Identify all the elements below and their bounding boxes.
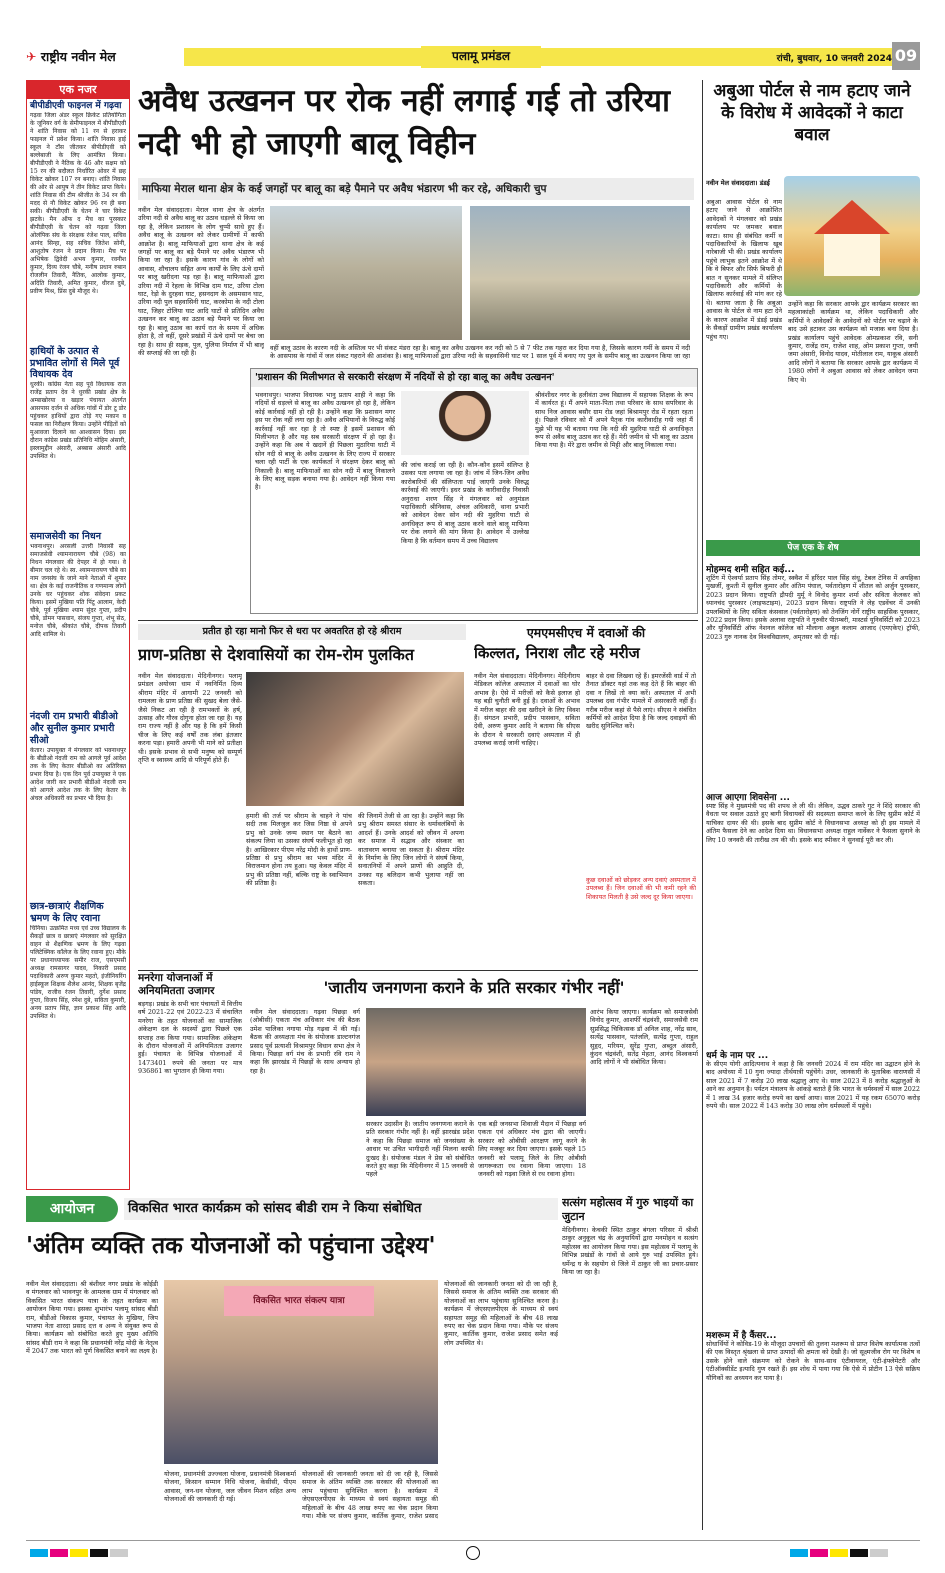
lead-strap: माफिया मेराल थाना क्षेत्र के कई जगहों पर बालू का बड़े पैमाने पर अवैध भंडारण भी कर रहे, अधिकारी चुप: [138, 178, 694, 200]
abua-body-1: अबुआ आवास पोर्टल से नाम हटाए जाने से आक्रोशित आवेदकों ने मंगलवार को प्रखंड कार्यालय पर जमकर बवाल काटा। साथ ही संबंधित कर्मी व पदाधिकारियों के खिलाफ खूब नारेबाजी भी की। प्रखंड कार्यालय पहुंचे लाभुक इतने आक्रोश में थे कि वे बिफर और सिर्फ बिफरी ही बात न सुनकर मामले में संलिप्त पदाधिकारी और कर्मियों के खिलाफ कार्रवाई की मांग कर रहे थे। बताया जाता है कि अबुआ आवास के पोर्टल से नाम हटा देने के कारण आक्रोश में डंडई प्रखंड के सैकड़ों ग्रामीण प्रखंड कार्यालय पहुंच गए।: [706, 198, 782, 341]
mla-portrait-photo: [401, 391, 529, 455]
ek-najar-title: एक नजर: [27, 81, 129, 99]
event-banner: [224, 1286, 374, 1316]
page-ke-shesh-bar: पेज एक के शेष: [706, 540, 920, 556]
lead-body-col1: नवीन मेल संवाददाता। मेराल थाना क्षेत्र के अंतर्गत उरिया नदी से अवैध बालू का उठाव धड़ल्ले से किया जा रहा है, लेकिन प्रशासन के लोग चुप्पी साधे हुए हैं। अवैध बालू के उत्खनन को लेकर ग्रामीणों में काफी आक्रोश है। बालू माफियाओं द्वारा थाना क्षेत्र के कई जगहों पर बालू का बड़े पैमाने पर अवैध भंडारण भी किया जा रहा है। इसके कारण गांव के लोगों को आवास, शौचालय सहित अन्य कार्यों के लिए ऊंचे दामों पर बालू खरीदना पड़ रहा है। बालू माफियाओं द्वारा उरिया नदी में रेहला के विभिन्न दाम घाट, उरिया टोला घाट, रेड़ो के दुरहवा घाट, हसनदाग के असमसान घाट, उरिया नदी पुल सहवासिनी घाट, करकोमा के नदी टोला घाट, जिहर टोलिया घाट आदि घाटों से प्रतिदिन अवैध उत्खनन कर बालू का उठाव बड़े पैमाने पर किया जा रहा है। बालू उठाव का कार्य रात के समय में अधिक होता है, तो वहीं, दूसरे प्रखंडों में ऊंचे दामों पर बेचा जा रहा है। साथ ही सड़क, पुल, पुलिया निर्माण में भी बालू की सप्लाई की जा रही है।: [138, 206, 264, 357]
quote-box: [250, 368, 698, 614]
house-body-icon: [824, 234, 880, 276]
brief-body: चिनिया। उत्क्रमित मध्य एवं उच्च विद्यालय के सैकड़ों छात्र व छात्राएं मंगलवार को सुरक्षित वाहन से शैक्षणिक भ्रमण के लिए गढ़वा पलिटेक्निक कॉलेज के लिए रवाना हुए। मौके पर प्रधानाध्यापक समीर राज, एसएमसी अध्यक्ष रामसागर यादव, निकारी प्रसाद पदाधिकारी अरुण कुमार महतो, इंजीनियरिंग हाईस्कूल शिक्षक शैलेश आनंद, शिक्षक बृजेंद्र पांडेय, राजीव रंजन तिवारी, दुर्गेश प्रसाद गुप्ता, विजय सिंह, रमेश दुबे, सविता कुमारी, अनय प्रताप सिंह, ज्ञान प्रकाश सिंह आदि उपस्थित थे।: [30, 924, 126, 1020]
registration-colorbar-right: [790, 1549, 910, 1559]
quote-body-3: श्रीवंशीधर नगर के हलीवंता उच्च विद्यालय में सहायक शिक्षक के रूप में कार्यरत हूं। मैं अपने माता-पिता तथा परिवार के साथ सपरिवार के साथ निज आवास बसौर ग्राम रोड जहां बिश्रामपुर रोड में रहता रहता हूं। पिछले रविवार को मैं अपने पैतृक गांव कारीवादीह गयी जहां मैं मुझे भी यह भी बताया गया कि नदी की मुहरिया घाटी से अनाधिकृत रूप से अवैध बालू उठाव कर रहे हैं। मेरी जमीन से भी बालू का उठाव किया गया है। मेरे द्वारा जमीन से मिट्टी और बालू निकाला गया।: [535, 391, 693, 450]
shriram-body-3: की जिनामें तेजी से आ रहा है। उन्होंने कहा कि प्रभु श्रीराम समस्त संसार के धर्मावलंबियों के आदर्श हैं। उनके आदर्श को जीवन में अपना कर समाज में सद्भाव और संस्कार का वातावरण बनाया जा सकता है। श्रीराम मंदिर के निर्माण के लिए जिन लोगों ने संघर्ष किया, सनातनियों में अपने प्राणों की आहुति दी, उनका यह बलिदान कभी भुलाया नहीं जा सकता।: [358, 812, 464, 888]
shriram-headline: प्राण-प्रतिष्ठा से देशवासियों का रोम-रोम पुलकित: [138, 645, 414, 664]
mmch-kicker: एमएमसीएच में दवाओं की: [526, 625, 646, 640]
caste-body-4: आरंभ किया जाएगा। कार्यक्रम को समाजसेवी विनोद कुमार, आशर्फी चंद्रवंशी, समाजसेवी राम सुप्रसिद्ध चिकित्सक डॉ अनिल शाह, नरेंद्र साव, सत्येंद्र पासवान, पतंजलि, सत्येंद्र गुप्ता, राहुल सुहृद, मरियम, सुरेंद्र गुप्ता, अब्दुल अंसारी, कुंदन चंद्रवंशी, सतेंद्र मेहता, आनंद विश्वकर्मा आदि लोगों ने भी संबोधित किया।: [590, 1008, 698, 1067]
caste-body-2: सरकार उदासीन है। जातीय जनगणना कराने के प्रति सरकार गंभीर नहीं है। वहीं झारखंड प्रदेश ने कहा कि पिछड़ा समाज को जनसंख्या के आधार पर उचित भागीदारी नहीं मिलना काफी दुःखद है। संयोजक मंडल ने प्रेस को संबोधित करते हुए कहा कि मेदिनीनगर में 15 जनवरी से पहले: [366, 1120, 474, 1179]
shesh-headline: मोहम्मद शमी सहित कई...: [706, 565, 795, 575]
mmch-headline: किल्लत, निराश लौट रहे मरीज: [474, 644, 640, 662]
lead-body-col2: वहीं बालू उठाव के कारण नदी के अस्तित्व पर भी संकट मंडरा रहा है। बालू का अवैध उत्खनन कर नदी को 5 से 7 फीट तक गहरा कर दिया गया है, जिसके कारण गर्मी के समय में नदी के आसपास के गांवों में जल संकट गहराने की आशंका है। बालू माफियाओं द्वारा उरिया नदी के सहवासिनी घाट पर 1 साल पूर्व में बनाए गए पुल के समीप बालू का उत्खनन किया जा रहा: [270, 344, 690, 360]
color-swatch: [790, 1549, 808, 1557]
shesh-body: शूटिंग में ऐश्वर्या प्रताप सिंह तोमर, स्क्वैश में हरिंदर पाल सिंह संधू, टेबल टेनिस में अयहिका मुखर्जी, कुश्ती में सुनील कुमार और अंतिम पंघाल, पर्वतारोहण में शीतल को अर्जुन पुरस्कार, 2023 प्रदान किया। राष्ट्रपति द्रौपदी मुर्मू ने विनोद कुमार शर्मा और सविता केलकर को ध्यानचंद पुरस्कार (लाइफटाइम), 2023 प्रदान किया। राष्ट्रपति ने लेह एडवेंचर में उनकी उपलब्धियों के लिए सविता कंसवाल (पर्वतारोहण) को तेनजिंग नोर्गे राष्ट्रीय साहसिक पुरस्कार, 2022 प्रदान किया। इसके अलावा राष्ट्रपति ने गुरुवीर पीतम्बरी, मास्टर्स यूनिवर्सिटी को 2023 और यूनिवर्सिटी ऑफ नेशनल कॉलेज को मौलाना अबुल कलाम आजाद (एमएकेए) ट्रॉफी, 2023 गुरु नानक देव विश्वविद्यालय, अमृतसर को दी गई।: [706, 574, 920, 641]
mmch-body-1: नवीन मेल संवाददाता। मेदिनीनगर। मेदिनीराय मेडिकल कॉलेज अस्पताल में दवाओं का घोर अभाव है। ऐसे में मरीजों को कैसे इलाज हो यह बड़ी चुनौती बनी हुई है। दवाओं के अभाव में मरीज बाहर की दवा खरीदने के लिए विवश हैं। संगठन प्रभारी, प्रदीप पासवान, सविता देवी, अरुण कुमार आदि ने बताया कि सीएस के दौरान ये सरकारी दवाएं अस्पताल में ही उपलब्ध कराई जानी चाहिए।: [474, 672, 580, 748]
aayojan-caption: योजना, प्रधानमंत्री उज्ज्वला योजना, प्रधानमंत्री विश्वकर्मा योजना, किसान सम्मान निधि योजना, केसीसी, पीएम आवास, जन-धन योजना, जल जीवन मिशन सहित अन्य योजनाओं की जानकारी दी गई।: [164, 1470, 296, 1504]
column-divider: [702, 80, 703, 1530]
section-divider: [138, 620, 698, 621]
quote-title: 'प्रशासन की मिलीभगत से सरकारी संरक्षण में नदियों से हो रहा बालू का अवैध उत्खनन': [251, 369, 697, 387]
shesh-headline: धर्म के नाम पर ...: [706, 1051, 769, 1061]
aayojan-kicker: विकसित भारत कार्यक्रम को सांसद बीडी राम ने किया संबोधित: [124, 1198, 558, 1220]
footer-rule: [26, 1540, 920, 1541]
color-swatch: [830, 1549, 848, 1557]
aayojan-body-3: योजनाओं की जानकारी जनता को दी जा रही है, जिससे समाज के अंतिम व्यक्ति तक सरकार की योजनाओं का लाभ पहुंचाया सुनिश्चित करना है। कार्यक्रम में जेएसएलपीएस के माध्यम से स्वयं सहायता समूह की महिलाओं के बीच 48 लाख रुपए का चेक प्रदान किया गया। मौके पर संजय कुमार, कार्तिक कुमार, राजेश प्रसाद समेत कई लोग उपस्थित थे।: [444, 1280, 558, 1347]
caste-body-1: नवीन मेल संवाददाता। गढ़वा पिछड़ा वर्ग (ओबीसी) एकता मंच अधिकार मंच की बैठक उमेश पालिका नगाया मोड़ गढ़वा में की गई। बैठक की अध्यक्षता मंच के संयोजक डाल्टनगंज प्रसाद पूर्व प्रत्याशी विश्रामपुर विधान सभा क्षेत्र ने किया। पिछड़ा वर्ग मंच के प्रभारी रवि राम ने कहा कि झारखंड में पिछड़ों के साथ अन्याय हो रहा है।: [250, 1008, 360, 1075]
color-swatch: [870, 1549, 888, 1557]
house-illustration: [784, 176, 920, 296]
lead-photo-2: [470, 206, 690, 340]
brief-body: गढ़वा जिला अंडर स्कूल क्रिकेट प्रतियोगिता के जूनियर वर्ग के सेमीफाइनल में बीपीडीएवी ने शांति निवास को 11 रन से हराकर फाइनल में प्रवेश किया। शांति निवास हाई स्कूल ने टॉस जीतकर बीपीडीएवी को बल्लेबाजी के लिए आमंत्रित किया। बीपीडीएवी ने नैतिक के 46 और सक्षम को 15 रन की बदौलत निर्धारित ओवर में छह विकेट खोकर 107 रन बनाए। शांति निवास की ओर से आयुष ने तीन विकेट प्राप्त किये। शांति निवास की टीम श्रीजीत के 34 रन की मदद से नौ विकेट खोकर 96 रन ही बना सकी। बीपीडीएवी के चेतन ने चार विकेट झटके। मैन ऑफ द मैच का पुरस्कार बीपीडीएवी के चेतन को गढ़वा जिला ओलंपिक संघ के संरक्षक रंजेश पाल, सचिव आनंद सिन्हा, सह सचिव जितेश सोनी, आशुतोष रंजन ने प्रदान किया। मैच पर अभिषेक द्विवेदी अभय कुमार, रवनीश कुमार, दिव्य रंजन चौबे, मनीष प्रधान रुबान रोजलीन तिवारी, नैतिक, आलोक कुमार, अदिति तिवारी, अमित कुमार, धीरज दुबे, प्रवीण मिश्र, प्रिंस दुबे मौजूद थे।: [30, 112, 126, 295]
mmch-story: [474, 624, 698, 968]
left-news-column: [26, 80, 130, 1190]
quote-body-2: की जांच कराई जा रही है। कौन-कौन इसमें संलिप्त है उसका पता लगाया जा रहा है। जांच में जिन-जिन अवैध कारोबारियों की संलिप्तता पाई जाएगी उनके विरुद्ध कार्रवाई की जाएगी। इधर प्रखंड के कारीवादीह निवासी अनुराधा शरण सिंह ने मंगलवार को अनुमंडल पदाधिकारी श्रीनिवास, अंचल अधिकारी, थाना प्रभारी को आवेदन देकर सोन नदी की मुहरिया घाटी से अनधिकृत रूप से बालू उठाव करने वाले बालू माफिया पर रोक लगाने की मांग किया है। आवेदन में उल्लेख किया है कि वर्तमान समय में उच्च विद्यालय: [401, 461, 529, 545]
color-swatch: [50, 1549, 68, 1557]
mmch-highlight: कुछ दवाओं को छोड़कर अन्य दवाएं अस्पताल में उपलब्ध हैं। जिन दवाओं की भी कमी रहने की शिकायत मिलती है उसे जल्द दूर किया जाएगा।: [586, 876, 696, 901]
brief-headline: नंदजी राम प्रभारी बीडीओ और सुनील कुमार प्रभारी सीओ: [30, 710, 118, 746]
registration-colorbar-left: [30, 1549, 150, 1559]
page-number: 09: [892, 42, 920, 70]
shriram-body-2: हमारी की तर्ज पर श्रीराम के चाहने ने पांच सदी तक मिलजुल कर जिस निष्ठा से अपने प्रभु को उनके जन्म स्थान पर बैठाने का संकल्प लिया था उसका संघर्ष फलीभूत हो रहा है। आखिरकार पीएम नरेंद्र मोदी के हाथों प्राण-प्रतिष्ठा से प्रभु श्रीराम का भव्य मंदिर में विराजमान होना तय हुआ। यह केवल मंदिर में प्रभु की प्रतिष्ठा नहीं, बल्कि राष्ट्र के स्वाभिमान की प्रतिष्ठा है।: [246, 812, 352, 888]
saint-photo: [246, 672, 464, 806]
aayojan-body-1: नवीन मेल संवाददाता। श्री बंशीधर नगर प्रखंड के कोईडी व मंगलवार को भावनपुर के आमलक ग्राम में मंगलवार को विकसित भारत संकल्प यात्रा के तहत कार्यक्रम का आयोजन किया गया। इसका शुभारंभ पलामू सांसद बीडी राम, बीडीओ विकास कुमार, पंचायत के मुखिया, जिप भाजपा नेता शारदा प्रसाद दत्त व अन्य ने संयुक्त रूप से किया। कार्यक्रम को संबोधित करते हुए मुख्य अतिथि सांसद बीडी राम ने कहा कि प्रधानमंत्री नरेंद्र मोदी के नेतृत्व में 2047 तक भारत को पूर्ण विकसित बनाने का लक्ष्य है।: [26, 1280, 158, 1356]
caste-body-3: एक बड़ी जनसभा शिवाजी मैदान में पिछड़ा वर्ग एकता एवं अधिकार मंच द्वारा की जाएगी। सरकार को ओबीसी आरक्षण लागू करने के लिए मजबूर कर दिया जाएगा। इसके पहले 15 जनवरी को पलामू जिले के लिए ओबीसी जागरूकता रथ रवाना किया जाएगा। 18 जनवरी को गढ़वा जिले से रथ रवाना होगा।: [478, 1120, 586, 1179]
brief-body: धुरकी। कांग्रेस नेता सह पूर्व विधायक राज राजेंद्र प्रताप देव ने धुरकी प्रखंड क्षेत्र के अम्बाखोरया व खड़ार पंचायत अंतर्गत आसपास दर्जन से अधिक गांवों में डोर टू डोर पहुंचकर हाथियों द्वारा तोड़े गए मकान व फसल का निरीक्षण किया। उन्होंने पीड़ितों को मुआवजा दिलाने का आश्वासन दिया। इस दौरान कांग्रेस प्रखंड प्रतिनिधि मोहिम अंसारी, इस्लामुद्दीन अंसारी, अब्बास अंसारी आदि उपस्थित थे।: [30, 380, 126, 460]
color-swatch: [110, 1549, 128, 1557]
event-banner-text: विकसित भारत संकल्प यात्रा: [253, 1296, 345, 1306]
color-swatch: [90, 1549, 108, 1557]
aayojan-tag-label: आयोजन: [49, 1201, 95, 1217]
paper-logo: [26, 48, 186, 68]
abua-headline: अबुआ पोर्टल से नाम हटाए जाने के विरोध में आवेदकों ने काटा बवाल: [713, 81, 911, 145]
shriram-kicker: प्रतीत हो रहा मानो फिर से धरा पर अवतरित हो रहे श्रीराम: [138, 624, 466, 640]
bird-icon: ✈: [26, 49, 37, 64]
caste-headline: 'जातीय जनगणना कराने के प्रति सरकार गंभीर नहीं': [323, 978, 625, 997]
paper-name: राष्ट्रीय नवीन मेल: [40, 49, 116, 64]
abua-byline: नवीन मेल संवाददाता। डंडई: [706, 179, 770, 187]
brief-body: केतार। उपायुक्त ने मंगलवार को भवनाथपुर के बीडीओ नंदजी राम को आगले पूर्व आदेश तक के लिए केतार बीडीओ का अतिरिक्त प्रभार दिया है। एक दिन पूर्व उपायुक्त ने एक आदेश जारी कर प्रभारी बीडीओ नंदजी राम को आगले आदेश तक के लिए केतार के अंचल अधिकारी का प्रभार भी दिया है।: [30, 746, 126, 802]
manrega-body: बड़गड़। प्रखंड के सभी चार पंचायतों में वित्तीय वर्ष 2021-22 एवं 2022-23 में संचालित मनरेगा के तहत योजनाओं का सामाजिक अंकेक्षण दल के सदस्यों द्वारा पिछले एक सप्ताह तक किया गया। सामाजिक अंकेक्षण के दौरान योजनाओं में अनियमितता उजागर हुई। पंचायत के विभिन्न योजनाओं में 1473401 रुपये की जनता पर मात्र 936861 का भुगतान ही किया गया।: [138, 1000, 242, 1076]
satsang-story: [562, 1196, 698, 1526]
shesh-headline: आज आएगा शिवसेना ...: [706, 793, 790, 803]
lead-headline: अवैध उत्खनन पर रोक नहीं लगाई गई तो उरिया नदी भी हो जाएगी बालू विहीन: [138, 83, 671, 162]
aayojan-body-2: योजनाओं की जानकारी जनता को दी जा रही है, जिससे समाज के अंतिम व्यक्ति तक सरकार की योजनाओं का लाभ पहुंचाया सुनिश्चित करना है। कार्यक्रम में जेएसएलपीएस के माध्यम से स्वयं सहायता समूह की महिलाओं के बीच 48 लाख रुपए का चेक प्रदान किया गया। मौके पर संजय कुमार, कार्तिक कुमार, राजेश प्रसाद: [302, 1470, 438, 1520]
satsang-body: मेदिनीनगर। केचकी स्थित ठाकुर बंगला परिसर में श्रीश्री ठाकुर अनुकूल चंद्र के अनुयायियों द्वारा मनमोहन व सत्संग महोत्सव का आयोजन किया गया। इस महोत्सव में पलामू के विभिन्न प्रखंडों के गांवों से आये गुरु भाई उपस्थित हुये। धर्मेन्द्र घ के सहयोग से जिले में ठाकुर जी का प्रचार-प्रसार किया जा रहा है।: [562, 1226, 698, 1277]
brief-headline: बीपीडीएवी फाइनल में गढ़वा: [30, 101, 122, 111]
brief-body: भवनाथपुर। अरसली उत्तरी निवासी सह समाजसेवी श्यामनारायण चौबे (98) का निधन मंगलवार की देपहर में हो गया। वे बीमार चल रहे थे। स्व. श्यामनारायण चौबे का नाम जनसंघ के जाने माने नेताओं में शुमार था। क्षेत्र के कई राजनीतिक व गणमान्य लोगों उनके घर पहुंचकर शोक संवेदना प्रकट किया। इसमें मुखिया पति पिंटू आलाम, केदी चौबे, पूर्व मुखिया श्याम सुंदर गुप्ता, प्रदीप चौबे, डोमन पासवान, संजय गुप्ता, शंभू सेठ, मनोज चौबे, श्रीकांत चौबे, दीपक तिवारी आदि शामिल थे।: [30, 542, 126, 638]
brief-headline: समाजसेवी का निधन: [30, 530, 101, 542]
registration-mark: [466, 1546, 480, 1560]
aayojan-headline: 'अंतिम व्यक्ति तक योजनाओं को पहुंचाना उद्देश्य': [26, 1233, 436, 1259]
color-swatch: [810, 1549, 828, 1557]
shesh-body: के सीएम योगी आदित्यनाथ ने कहा है कि जनवरी 2024 में राम मंदिर का उद्घाटन होने के बाद अयोध्या में 10 गुना ज्यादा तीर्थयात्री पहुंचेंगे। उधर, जानकारी के मुताबिक वाराणसी में साल 2021 में 7 करोड़ 20 लाख श्रद्धालु आए थे। साल 2023 में 8 करोड़ श्रद्धालुओं के आने का अनुमान है। पर्यटन मंत्रालय के आंकड़े बताते हैं कि भारत के धर्मस्थलों में साल 2022 में 1 लाख 34 हजार करोड़ रुपये का खर्चा आया। साल 2021 में यह रकम 65070 करोड़ रुपये थी। साल 2022 में 143 करोड़ 30 लाख लोग धर्मस्थलों में पहुंचे।: [706, 1060, 920, 1111]
mmch-body-2: बाहर से दवा लिखवा रहे हैं। इमरजेंसी वार्ड में तो तैनात डॉक्टर यहां तक कह देते हैं कि बाहर की दवा न लिखें तो क्या करें। अस्पताल में अभी उपलब्ध दवा गंभीर मामले में असरकारी नहीं हैं। गरीब मरीज कहां से पैसे लाएं। सीएस ने संबंधित कर्मियों को आदेश दिया है कि जल्द दवाइयों की खरीद सुनिश्चित करें।: [586, 672, 696, 731]
manrega-headline: मनरेगा योजनाओं में अनियमितता उजागर: [138, 972, 215, 997]
meeting-photo: [366, 1008, 586, 1116]
brief-headline: छात्र-छात्राएं शैक्षणिक भ्रमण के लिए रवाना: [30, 900, 104, 924]
brief-headline: हाथियों के उत्पात से प्रभावित लोगों से मिले पूर्व विधायक देव: [30, 346, 120, 380]
masthead: [26, 42, 920, 72]
color-swatch: [30, 1549, 48, 1557]
color-swatch: [70, 1549, 88, 1557]
satsang-headline: सत्संग महोत्सव में गुरु भाइयों का जुटान: [562, 1196, 694, 1223]
aayojan-tag: [26, 1196, 118, 1222]
quote-body-1: भवनाथपुर। भाजपा विधायक भानु प्रताप शाही ने कहा कि नदियों से धड़ल्ले से बालू का अवैध उत्खनन हो रहा है, लेकिन कोई कार्रवाई नहीं हो रही है। उन्होंने कहा कि प्रशासन मगर इस पर रोक नहीं लगा रहा है। अवैध अभियानों के विरुद्ध कोई कार्रवाई नहीं कर रहा है तो स्पष्ट है इसमें प्रशासन की मिलीभगत है और यह सब सरकारी संरक्षण में हो रहा है। उन्होंने कहा कि अब ये खदानें ही पिछला मुठारिया घाटी में सोन नदी से बालू के अवैध उत्खनन के लिए राज्य में सरकार चला रही पार्टी के एक कार्यकर्ता ने संरक्षण देकर बालू को निकाली है। बालू माफियाओं का सोन नदी में बालू निकालने के लिए बालू सड़क बनाया गया है। आवेदन नहीं किया गया है।: [255, 391, 395, 492]
dateline: रांची, बुधवार, 10 जनवरी 2024: [776, 54, 892, 64]
section-divider: [138, 970, 698, 971]
section-label: पलामू प्रमंडल: [421, 46, 541, 68]
shriram-story: [138, 624, 466, 968]
color-swatch: [850, 1549, 868, 1557]
abua-body-2: उन्होंने कहा कि सरकार आपके द्वार कार्यक्रम सरकार का महत्वाकांक्षी कार्यक्रम था, लेकिन पदाधिकारी और कर्मियों ने आवेदकों के आवेदनों को पोर्टल पर चढ़ाने के बाद उसे हटाकर उस कार्यक्रम को मजाक बना दिया है। प्रखंड कार्यालय पहुंचे आवेदक ओमप्रकाश रवि, सनी कुमार, राजेंद्र राम, राजेश शाह, ओम प्रकाश गुप्ता, जयी जमा अंसारी, विनोद यादव, मोतीलाल राम, याकूब अंसारी आदि लोगों ने बताया कि सरकार आपके द्वार कार्यक्रम में 1980 लोगों ने अबुआ आवास को लेकर आवेदन जमा किए थे।: [788, 300, 918, 384]
house-roof-icon: [814, 200, 890, 234]
lead-photo-1: [270, 206, 462, 340]
manrega-story: [138, 972, 242, 1190]
shriram-body-1: नवीन मेल संवाददाता। मेदिनीनगर। पलामू प्रमंडल अयोध्या धाम में नवनिर्मित दिव्य श्रीराम मंदिर में आगामी 22 जनवरी को रामलला के प्राण प्रतिष्ठा की सुखद बेला जैसे-जैसे निकट आ रही है रामभक्तों के हर्ष, उत्साह और गौरव दोगुना होता जा रहा है। यह राम राज्य नहीं है और यह है कि हमें किसी चीज के लिए कई वर्षों तक लंबा इंतजार करना पड़ा। हमारी अपनी भी माने को प्रतीक्षा थी। इसके प्रभाव से सभी मनुष्य को सम्पूर्ण तृप्ति व स्वास्थ्य आदि से परिपूर्ण होते हैं।: [138, 672, 242, 765]
shesh-body: सोधार्थियों ने कोविड-19 के मौजूदा उपचारों की तुलना मशरूम से प्राप्त विशेष कार्यात्मक तत्वों की एक विस्तृत श्रृंखला से प्राप्त उत्पादों की क्षमता को देखी है। जो सूक्ष्मजीव रोग पर विशेष व उसके होने वाले संक्रमण को रोकने के साथ-साथ एंटीवायरल, एंटी-इंफ्लेमेटरी और एंटीऑक्सीडेंट इत्यादि गुण रखते हैं। इस शोध में पाया गया कि ऐसे में प्रोटीन 13 ऐसे सक्रिय यौगिकों का अध्ययन कर पाया है।: [706, 1340, 920, 1382]
shesh-body: स्पष्ट सिंह ने मुख्यमंत्री पद की शपथ ले ली थी। लेकिन, उद्धव ठाकरे गुट ने शिंदे सरकार की वैधता पर सवाल उठाते हुए बागी विधायकों की सदस्यता समाप्त करने के लिए सुप्रीम कोर्ट में याचिका दायर की थी। इसके बाद सुप्रीम कोर्ट ने विधानसभा अध्यक्ष को ही इस मामले में अंतिम फैसला देने का आदेश दिया था। विधानसभा अध्यक्ष राहुल नार्वेकर ने फैसला सुनाने के लिए 10 जनवरी की तारीख तय की थी। इसके बाद स्पीकर ने सुनवाई पूरी कर ली।: [706, 802, 920, 844]
page-ke-shesh-section: [706, 540, 920, 1540]
event-photo: [164, 1280, 438, 1464]
shesh-headline: मशरूम में है कैंसर...: [706, 1331, 777, 1341]
